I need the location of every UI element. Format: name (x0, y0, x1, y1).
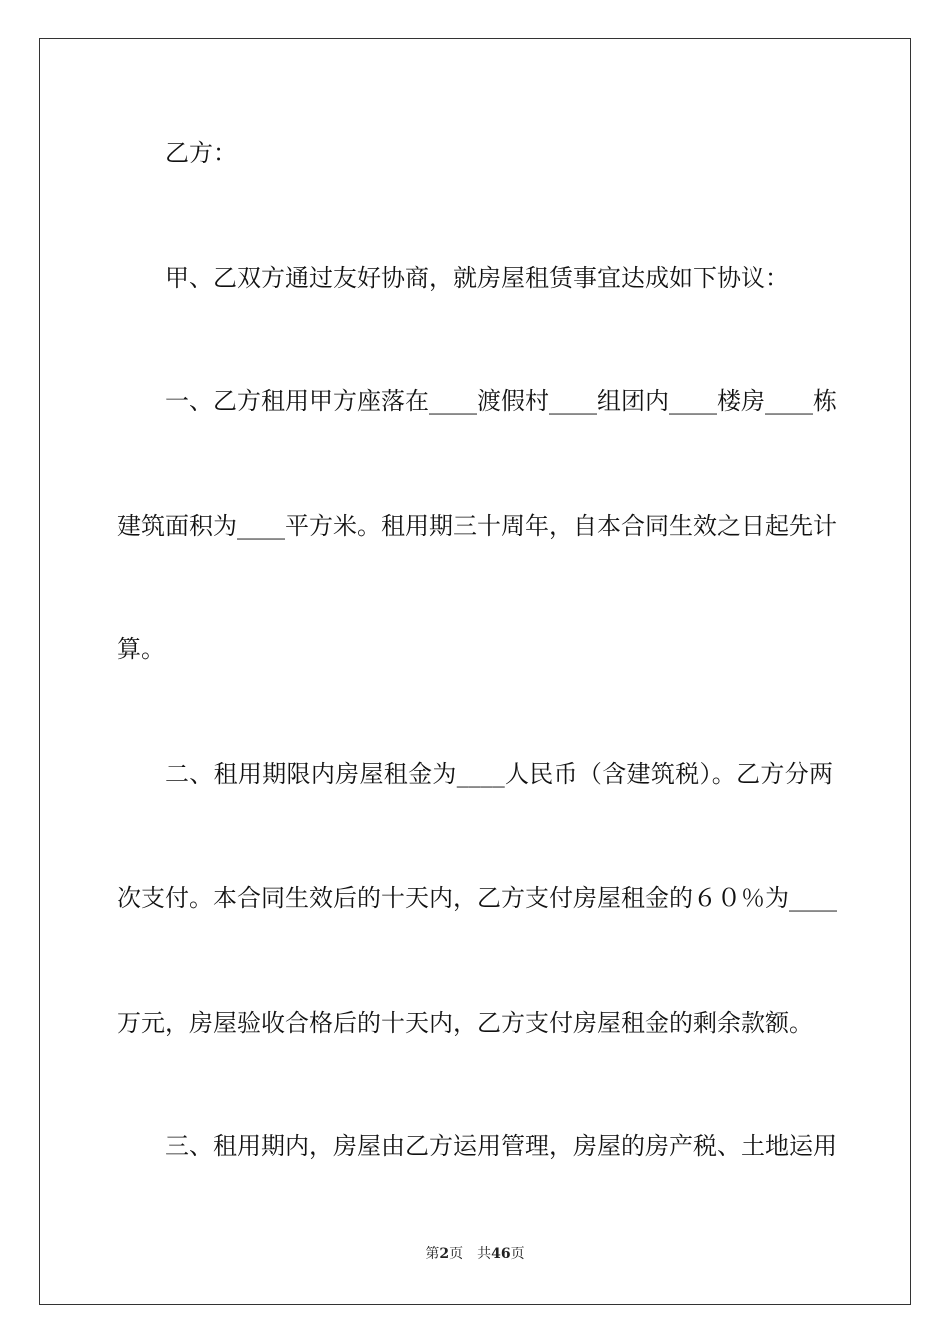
page-border (39, 38, 911, 1305)
page-total: 46 (491, 1246, 511, 1262)
clause-2-line-1: 二、租用期限内房屋租金为____人民币（含建筑税）。乙方分两 (165, 760, 833, 788)
page-footer (0, 1245, 950, 1263)
clause-1-line-3: 算。 (117, 635, 165, 663)
party-b-label: 乙方： (165, 139, 237, 167)
clause-2-line-2: 次支付。本合同生效后的十天内，乙方支付房屋租金的６０％为____ (117, 884, 837, 912)
page-current: 2 (439, 1246, 450, 1262)
clause-1-line-1: 一、乙方租用甲方座落在____渡假村____组团内____楼房____栋 (165, 387, 837, 415)
page-suffix: 页 (449, 1246, 464, 1262)
clause-2-line-3: 万元，房屋验收合格后的十天内，乙方支付房屋租金的剩余款额。 (117, 1009, 813, 1037)
total-prefix: 共 (477, 1246, 492, 1262)
agreement-intro: 甲、乙双方通过友好协商，就房屋租赁事宜达成如下协议： (165, 264, 789, 292)
page-prefix: 第 (425, 1246, 440, 1262)
total-suffix: 页 (510, 1246, 525, 1262)
clause-3-line-1: 三、租用期内，房屋由乙方运用管理，房屋的房产税、土地运用 (165, 1132, 837, 1160)
clause-1-line-2: 建筑面积为____平方米。租用期三十周年，自本合同生效之日起先计 (117, 512, 837, 540)
